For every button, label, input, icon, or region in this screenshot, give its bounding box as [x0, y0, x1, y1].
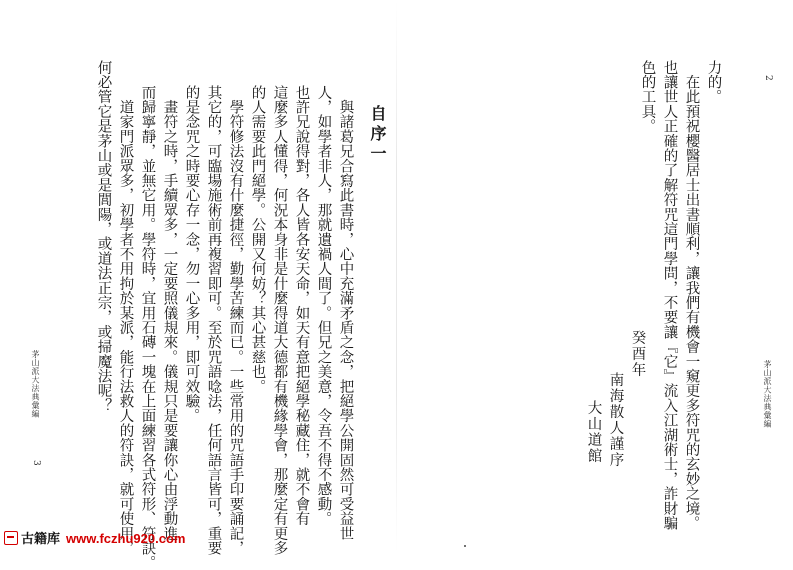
page-title: 自序一	[368, 105, 387, 165]
signature-author: 南海散人謹序	[607, 372, 624, 468]
right-page-runner: 茅山派大法典彙編	[763, 360, 772, 428]
right-col-2: 在此預祝櫻醫居士出書順利，讓我們有機會一窺更多符咒的玄妙之境。	[683, 60, 700, 531]
left-page-runner: 茅山派大法典彙編	[31, 350, 40, 418]
left-col-10: 而歸寧靜，並無它用。學符時，宜用石磚一塊在上面練習各式符形、符訣。	[139, 85, 156, 570]
left-col-5: 的人需要此門絕學。公開又何妨？其心甚慈也。	[249, 85, 266, 394]
left-col-11: 道家門派眾多，初學者不用拘於某派，能行法救人的符訣，就可使用，	[117, 85, 134, 556]
left-col-1: 與諸葛兄合寫此書時，心中充滿矛盾之念，把絕學公開固然可受益世	[337, 85, 354, 541]
page-fold	[396, 0, 397, 553]
signature-place: 大山道館	[585, 400, 602, 464]
watermark[interactable]	[4, 528, 185, 547]
right-page-number: 2	[763, 75, 773, 81]
scan-speck	[464, 545, 466, 547]
left-page-number: 3	[31, 460, 41, 466]
signature-date: 癸酉年	[629, 330, 646, 378]
book-icon	[4, 531, 18, 545]
left-col-7: 其它的，可臨場施術前再複習即可。至於咒語唸法，任何語言皆可，重要	[205, 85, 222, 556]
left-col-6: 學符修法沒有什麼捷徑，勤學苦練而已。一些常用的咒語手印要誦記，	[227, 85, 244, 556]
left-col-2: 人，如學者非人，那就遺禍人間了。但兄之美意，令吾不得不感動。	[315, 85, 332, 526]
watermark-url[interactable]: www.fczhu920.com	[66, 531, 186, 546]
left-col-3: 也許兄說得對，各人皆各安天命，如天有意把絕學秘藏住，就不會有	[293, 85, 310, 526]
left-col-12: 何必管它是茅山或是閭陽，或道法正宗，或掃魔法呢？	[95, 60, 112, 413]
right-col-4: 色的工具。	[639, 60, 656, 134]
left-col-9: 畫符之時，手續眾多，一定要照儀規來。儀規只是要讓你心由浮動進	[161, 85, 178, 541]
right-col-1: 力的。	[705, 60, 722, 105]
right-col-3: 也讓世人正確的了解符咒這門學問，不要讓『它』流入江湖術士，詐財騙	[661, 60, 678, 531]
left-col-8: 的是念咒之時要心存一念，勿一心多用，即可效驗。	[183, 85, 200, 424]
left-col-4: 這麼多人懂得，何況本身非是什麼得道大德都有機緣學會，那麼定有更多	[271, 85, 288, 556]
watermark-site-name: 古籍库	[21, 531, 61, 546]
